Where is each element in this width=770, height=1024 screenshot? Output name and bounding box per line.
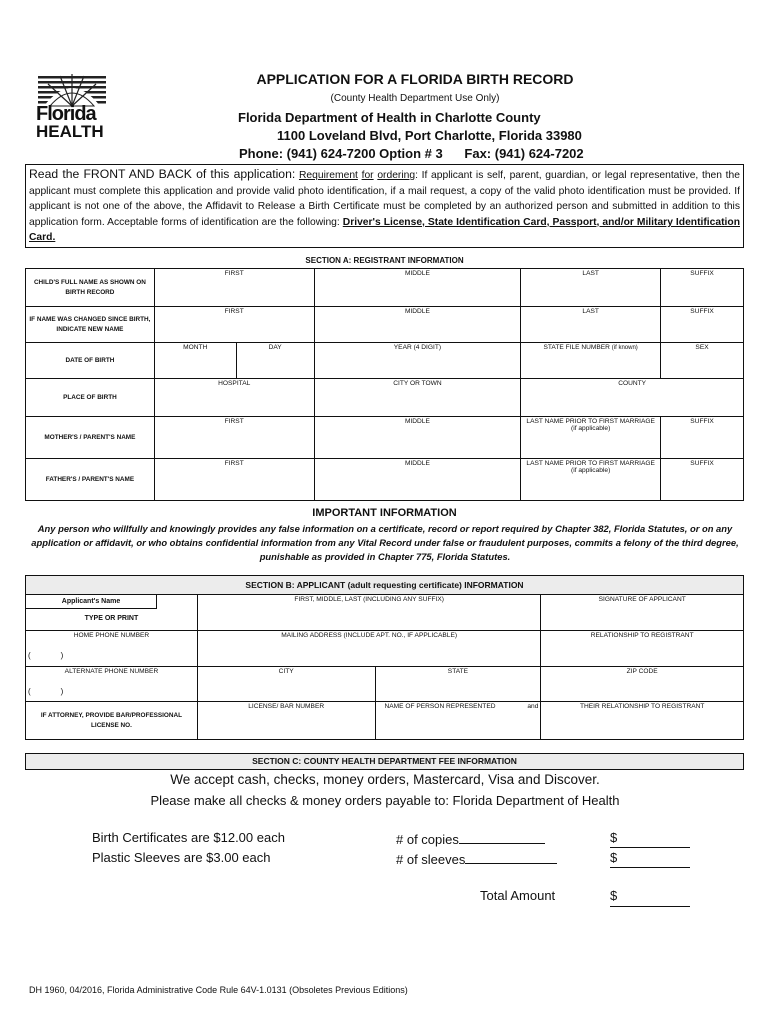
total-amount-input[interactable] <box>610 906 690 907</box>
applicant-table <box>25 594 744 740</box>
important-title: IMPORTANT INFORMATION <box>312 507 457 519</box>
dob-year-field[interactable]: YEAR (4 DIGIT) <box>314 343 521 379</box>
license-number-field[interactable]: LICENSE/ BAR NUMBER <box>197 702 375 740</box>
their-relationship-field[interactable]: THEIR RELATIONSHIP TO REGISTRANT <box>541 702 744 740</box>
instructions-body: : If applicant is self, parent, guardian, or legal representative, then the applicant must complete this application and provide valid photo identification, if a mail request, a copy of the valid photo identification must be provided. If applicant is not one of the above, the Affidavit to Release a Birth Certificate must be completed by an authorized person and submitted in addition to this application form. Acceptable forms of identification are the following: <box>29 170 740 228</box>
registrant-table <box>25 268 744 501</box>
mother-last-prior-label: LAST NAME PRIOR TO FIRST MARRIAGE <box>526 418 655 425</box>
person-rep-label: NAME OF PERSON REPRESENTED <box>384 703 496 710</box>
zip-field[interactable]: ZIP CODE <box>541 667 744 702</box>
and-label: and <box>527 703 539 710</box>
instructions-box <box>25 164 744 248</box>
alt-phone-field[interactable] <box>26 667 198 702</box>
copies-amount-row <box>610 830 617 845</box>
section-c-header <box>25 753 744 770</box>
sleeves-dollar: $ <box>610 850 618 865</box>
alt-phone-label: ALTERNATE PHONE NUMBER <box>64 668 159 675</box>
home-phone-label: HOME PHONE NUMBER <box>73 632 150 639</box>
total-amount-label: Total Amount <box>480 888 556 903</box>
attorney-label: IF ATTORNEY, PROVIDE BAR/PROFESSIONAL LICENSE NO. <box>26 702 198 740</box>
pob-label: PLACE OF BIRTH <box>26 379 155 417</box>
alt-paren-close: ) <box>60 687 64 696</box>
county-field[interactable]: COUNTY <box>521 379 744 417</box>
father-if-applicable: (if applicable) <box>571 467 611 474</box>
sleeves-amount-row <box>610 850 617 865</box>
copies-dollar: $ <box>610 830 618 845</box>
if-known-note: (if known) <box>611 345 638 351</box>
req-word-1: Requirement <box>298 170 358 181</box>
mother-label: MOTHER'S / PARENT'S NAME <box>26 417 155 459</box>
state-field[interactable]: STATE <box>375 667 541 702</box>
mother-last-prior-field[interactable] <box>521 417 661 459</box>
home-phone-field[interactable] <box>26 631 198 667</box>
alt-phone-parens <box>28 687 63 696</box>
important-text: Any person who willfully and knowingly provides any false information on a certificate, record or report required by Chapter 382, Florida Statutes, or on any application or affidavit, or who obtains confidential information from any Vital Record under false or fraudulent purposes, commits a felony of the third degree, punishable as provided in Chapter 775, Florida Statutes. <box>31 523 739 562</box>
dob-day-field[interactable]: DAY <box>236 343 314 379</box>
sleeves-row <box>396 850 557 867</box>
child-middle-field[interactable]: MIDDLE <box>314 269 521 307</box>
section-a-title: SECTION A: REGISTRANT INFORMATION <box>305 256 464 265</box>
birth-cert-price: Birth Certificates are $12.00 each <box>92 830 285 845</box>
sleeve-price: Plastic Sleeves are $3.00 each <box>92 850 271 865</box>
copies-amount-input[interactable] <box>610 847 690 848</box>
new-suffix-field[interactable]: SUFFIX <box>661 307 744 343</box>
father-last-prior-label: LAST NAME PRIOR TO FIRST MARRIAGE <box>526 460 655 467</box>
applicant-full-name-field[interactable]: FIRST, MIDDLE, LAST (INCLUDING ANY SUFFIX) <box>197 595 541 631</box>
dob-label: DATE OF BIRTH <box>26 343 155 379</box>
req-word-3: ordering <box>377 170 416 181</box>
dob-month-field[interactable]: MONTH <box>154 343 236 379</box>
father-first-field[interactable]: FIRST <box>154 459 314 501</box>
city-town-field[interactable]: CITY OR TOWN <box>314 379 521 417</box>
mother-middle-field[interactable]: MIDDLE <box>314 417 521 459</box>
new-middle-field[interactable]: MIDDLE <box>314 307 521 343</box>
department-phone: Phone: (941) 624-7200 Option # 3 Fax: (941) 624-7202 <box>239 146 584 161</box>
accepted-payments: We accept cash, checks, money orders, Mastercard, Visa and Discover. <box>170 772 600 787</box>
instructions-lead: Read the FRONT AND BACK of this application: <box>29 167 296 181</box>
father-suffix-field[interactable]: SUFFIX <box>661 459 744 501</box>
acceptable-ids: Driver's License, State Identification Card, Passport, and/or Military Identification Card. <box>29 216 740 244</box>
alt-paren-open: ( <box>28 687 31 696</box>
sleeves-count-label: # of sleeves <box>396 852 466 867</box>
form-subtitle: (County Health Department Use Only) <box>330 93 500 104</box>
signature-field[interactable]: SIGNATURE OF APPLICANT <box>541 595 744 631</box>
sleeves-input[interactable] <box>465 850 557 864</box>
person-represented-field[interactable] <box>375 702 541 740</box>
total-dollar: $ <box>610 888 618 903</box>
new-last-field[interactable]: LAST <box>521 307 661 343</box>
mailing-address-field[interactable]: MAILING ADDRESS (INCLUDE APT. NO., IF APPLICABLE) <box>197 631 541 667</box>
child-first-field[interactable]: FIRST <box>154 269 314 307</box>
logo-text-health: HEALTH <box>36 122 104 141</box>
state-file-label: STATE FILE NUMBER <box>543 344 610 351</box>
state-file-number-field[interactable] <box>521 343 661 379</box>
home-paren-open: ( <box>28 651 31 660</box>
section-b-header <box>25 575 744 595</box>
city-field[interactable]: CITY <box>197 667 375 702</box>
child-name-label: CHILD'S FULL NAME AS SHOWN ON BIRTH RECORD <box>26 269 155 307</box>
home-paren-close: ) <box>60 651 64 660</box>
department-address: 1100 Loveland Blvd, Port Charlotte, Florida 33980 <box>277 128 582 143</box>
new-first-field[interactable]: FIRST <box>154 307 314 343</box>
copies-row <box>396 830 545 847</box>
mother-suffix-field[interactable]: SUFFIX <box>661 417 744 459</box>
type-print-label: TYPE OR PRINT <box>84 615 139 622</box>
father-label: FATHER'S / PARENT'S NAME <box>26 459 155 501</box>
copies-label: # of copies <box>396 832 459 847</box>
logo-text-florida: Florida <box>36 103 96 125</box>
home-phone-parens <box>28 651 63 660</box>
mother-if-applicable: (if applicable) <box>571 425 611 432</box>
form-footer: DH 1960, 04/2016, Florida Administrative Code Rule 64V-1.0131 (Obsoletes Previous Editions) <box>29 985 408 995</box>
child-suffix-field[interactable]: SUFFIX <box>661 269 744 307</box>
copies-input[interactable] <box>459 830 545 844</box>
father-last-prior-field[interactable] <box>521 459 661 501</box>
payable-to: Please make all checks & money orders payable to: Florida Department of Health <box>150 793 620 808</box>
child-last-field[interactable]: LAST <box>521 269 661 307</box>
hospital-field[interactable]: HOSPITAL <box>154 379 314 417</box>
applicant-name-label-cell <box>26 595 198 631</box>
req-word-2: for <box>361 170 374 181</box>
applicant-name-label: Applicant's Name <box>26 595 157 609</box>
department-name: Florida Department of Health in Charlotte County <box>238 110 541 125</box>
relationship-field[interactable]: RELATIONSHIP TO REGISTRANT <box>541 631 744 667</box>
form-title: APPLICATION FOR A FLORIDA BIRTH RECORD <box>256 71 574 87</box>
sleeves-amount-input[interactable] <box>610 867 690 868</box>
section-c-title: SECTION C: COUNTY HEALTH DEPARTMENT FEE INFORMATION <box>252 756 517 766</box>
father-middle-field[interactable]: MIDDLE <box>314 459 521 501</box>
sex-field[interactable]: SEX <box>661 343 744 379</box>
changed-name-label: IF NAME WAS CHANGED SINCE BIRTH, INDICATE NEW NAME <box>26 307 155 343</box>
section-b-title: SECTION B: APPLICANT (adult requesting certificate) INFORMATION <box>245 580 524 590</box>
mother-first-field[interactable]: FIRST <box>154 417 314 459</box>
